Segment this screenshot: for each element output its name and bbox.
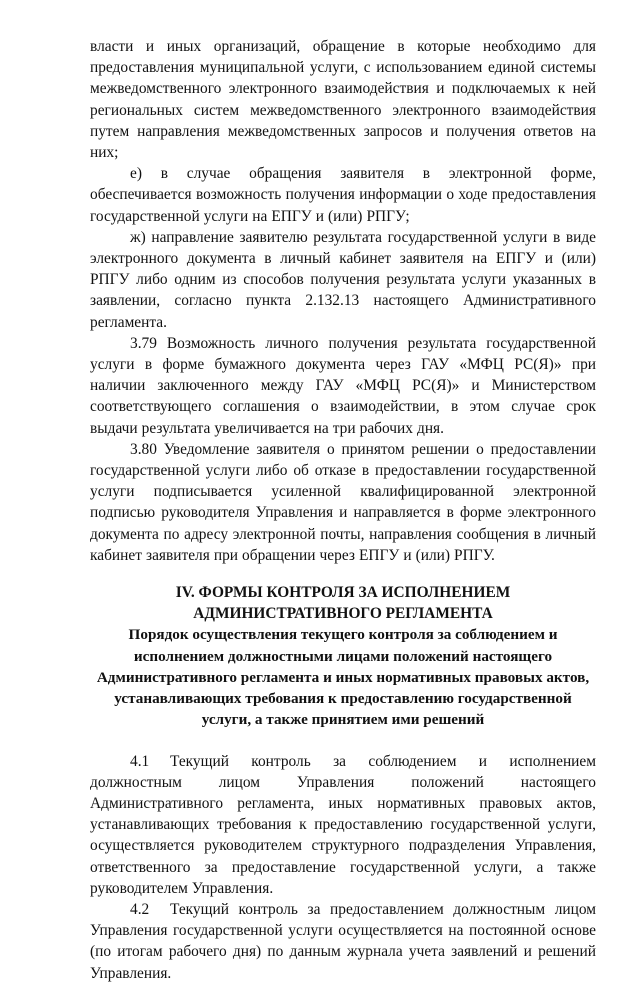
section-heading: IV. ФОРМЫ КОНТРОЛЯ ЗА ИСПОЛНЕНИЕМ АДМИНИСТРАТИВНОГО РЕГЛАМЕНТА xyxy=(175,584,511,623)
paragraph-3-80: 3.80 Уведомление заявителя о принятом решении о предоставлении государственной услуги либо об отказе в предоставлении государственной услуги подписывается усиленной квалифицированной электронной подписью руководителя Управления и направляется в форме электронного документа по адресу электронной почты, направления сообщения в личный кабинет заявителя при обращении через ЕПГУ и (или) РПГУ. xyxy=(90,440,596,564)
section-subheading: Порядок осуществления текущего контроля за соблюдением и исполнением должностными лицами положений настоящего Административного регламента и иных нормативных правовых актов, устанавливающих требования к предоставлению государственной услуги, а также принятием ими решений xyxy=(96,626,590,729)
paragraph-item-e: е) в случае обращения заявителя в электронной форме, обеспечивается возможность получения информации о ходе предоставления государственной услуги на ЕПГУ и (или) РПГУ; xyxy=(90,165,596,225)
paragraph-item-zh: ж) направление заявителю результата государственной услуги в виде электронного документа в личный кабинет заявителя на ЕПГУ и (или) РПГУ либо одним из способов получения результата услуги указанных в заявлении, согласно пункта 2.132.13 настоящего Административного регламента. xyxy=(90,228,596,331)
paragraph-4-1 xyxy=(90,751,596,899)
paragraph-3-79: 3.79 Возможность личного получения результата государственной услуги в форме бумажного документа через ГАУ «МФЦ РС(Я)» при наличии заключенного между ГАУ «МФЦ РС(Я)» и Министерством соответствующего соглашения о взаимодействии, в этом случае срок выдачи результата увеличивается на три рабочих дня. xyxy=(90,334,596,437)
item-number: 4.2 xyxy=(130,900,150,918)
item-number: 4.1 xyxy=(130,752,150,770)
document-page xyxy=(90,36,596,984)
spacer xyxy=(90,731,596,751)
item-text: Текущий контроль за предоставлением должностным лицом Управления государственной услуги осуществляется на постоянной основе (по итогам рабочего дня) по данным журнала учета заявлений и решений Управления. xyxy=(90,900,596,982)
paragraph-4-2 xyxy=(90,899,596,984)
paragraph-continuation: власти и иных организаций, обращение в которые необходимо для предоставления муниципальной услуги, с использованием единой системы межведомственного электронного взаимодействия и подключаемых к ней региональных систем межведомственного электронного взаимодействия путем направления межведомственных запросов и получения ответов на них; xyxy=(90,38,596,162)
item-text: Текущий контроль за соблюдением и исполнением должностным лицом Управления положений настоящего Административного регламента, иных нормативных правовых актов, устанавливающих требования к предоставлению государственной услуги, осуществляется руководителем структурного подразделения Управления, ответственного за предоставление государственной услуги, а также руководителем Управления. xyxy=(90,752,596,897)
spacer xyxy=(90,566,596,582)
